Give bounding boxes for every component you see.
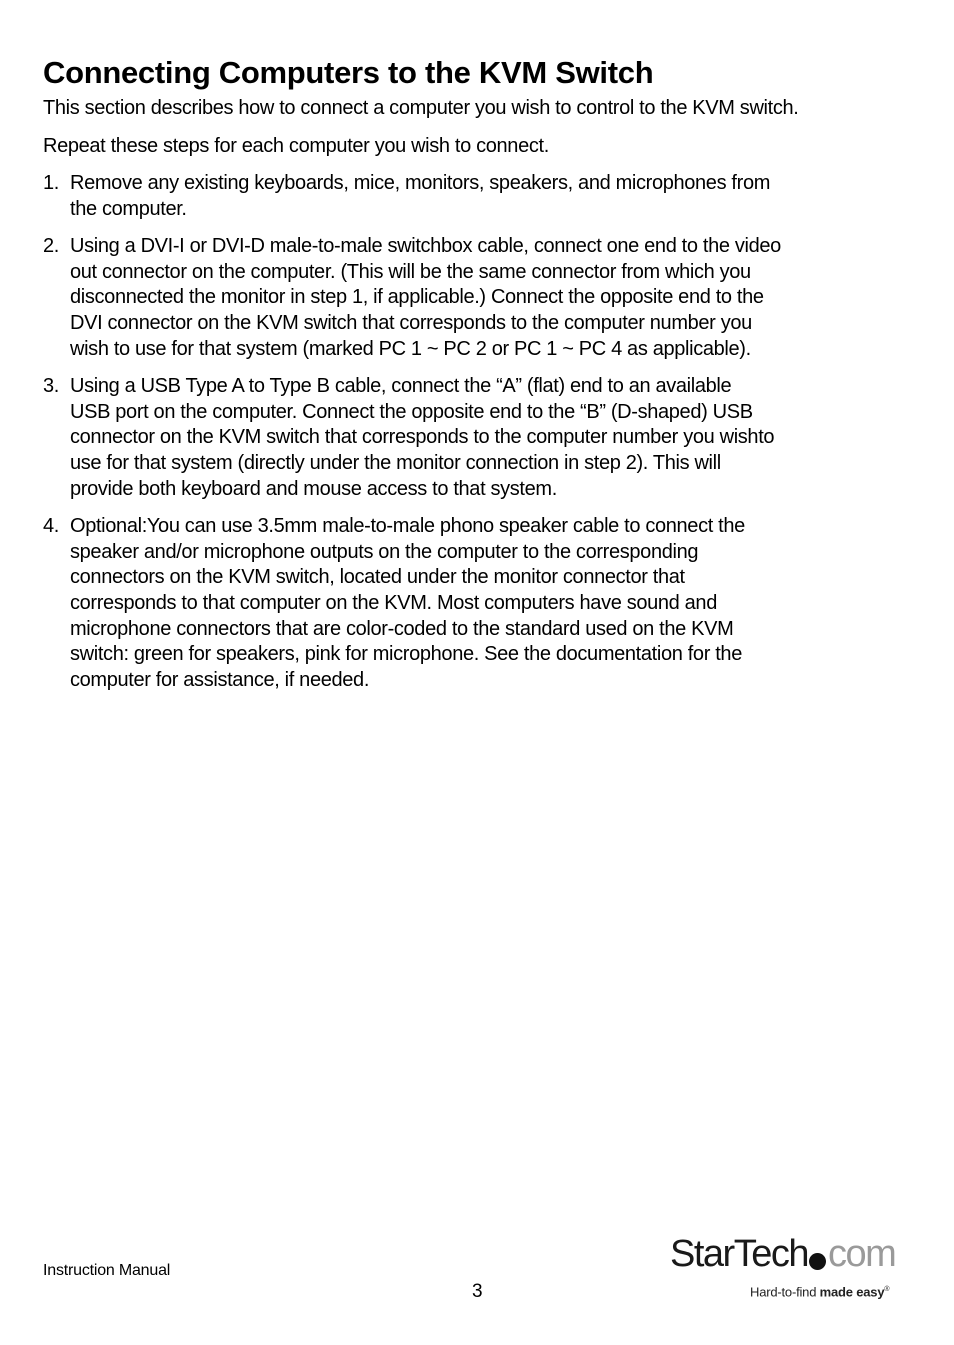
step-text-line: DVI connector on the KVM switch that corresponds to the computer number you — [70, 311, 752, 334]
step-text-line: Optional:You can use 3.5mm male-to-male phono speaker cable to connect the — [70, 515, 745, 538]
step-text-line: wish to use for that system (marked PC 1 ~ PC 2 or PC 1 ~ PC 4 as applicable). — [70, 337, 751, 360]
step-text-line: Remove any existing keyboards, mice, monitors, speakers, and microphones from — [70, 172, 771, 194]
tagline-plain: Hard-to-find — [750, 1284, 817, 1300]
step-number: 1. — [43, 172, 59, 194]
step-3 — [43, 374, 923, 502]
connection-steps-list — [43, 171, 923, 705]
step-number: 3. — [43, 375, 59, 398]
step-text-line: Using a USB Type A to Type B cable, connect the “A” (flat) end to an available — [70, 375, 732, 398]
step-text-line: computer for assistance, if needed. — [70, 668, 370, 691]
step-text-line: switch: green for speakers, pink for microphone. See the documentation for the — [70, 643, 742, 666]
page-number: 3 — [472, 1281, 483, 1302]
page-title: Connecting Computers to the KVM Switch — [43, 55, 654, 90]
step-text-line: the computer. — [70, 197, 187, 220]
logo-brand-suffix: com — [827, 1233, 896, 1275]
step-text-line: microphone connectors that are color-coded to the standard used on the KVM — [70, 617, 734, 640]
startech-logo — [670, 1232, 910, 1304]
logo-tagline — [750, 1282, 889, 1300]
registered-mark: ® — [884, 1286, 890, 1293]
step-number: 4. — [43, 515, 59, 538]
step-text-line: corresponds to that computer on the KVM. Most computers have sound and — [70, 591, 717, 614]
footer-document-label: Instruction Manual — [43, 1262, 171, 1279]
intro-paragraph: This section describes how to connect a computer you wish to control to the KVM switch. — [43, 97, 799, 119]
step-text-line: connector on the KVM switch that corresponds to the computer number you wishto — [70, 426, 775, 449]
logo-brand-main: StarTech — [670, 1233, 808, 1275]
step-text-line: disconnected the monitor in step 1, if applicable.) Connect the opposite end to the — [70, 286, 764, 309]
step-1 — [43, 171, 923, 222]
logo-wordmark — [670, 1232, 895, 1276]
step-text-line: provide both keyboard and mouse access to that system. — [70, 477, 557, 500]
step-text-line: Using a DVI-I or DVI-D male-to-male switchbox cable, connect one end to the video — [70, 235, 781, 258]
step-4 — [43, 514, 923, 693]
repeat-note: Repeat these steps for each computer you wish to connect. — [43, 135, 549, 157]
step-2 — [43, 234, 923, 362]
step-text-line: out connector on the computer. (This will be the same connector from which you — [70, 260, 751, 283]
step-text-line: USB port on the computer. Connect the opposite end to the “B” (D-shaped) USB — [70, 400, 753, 423]
tagline-bold: made easy — [819, 1284, 885, 1300]
step-text-line: connectors on the KVM switch, located under the monitor connector that — [70, 566, 685, 589]
step-text-line: speaker and/or microphone outputs on the computer to the corresponding — [70, 540, 699, 563]
step-text-line: use for that system (directly under the monitor connection in step 2). This will — [70, 451, 721, 474]
logo-dot-icon — [809, 1253, 826, 1270]
step-number: 2. — [43, 235, 59, 258]
